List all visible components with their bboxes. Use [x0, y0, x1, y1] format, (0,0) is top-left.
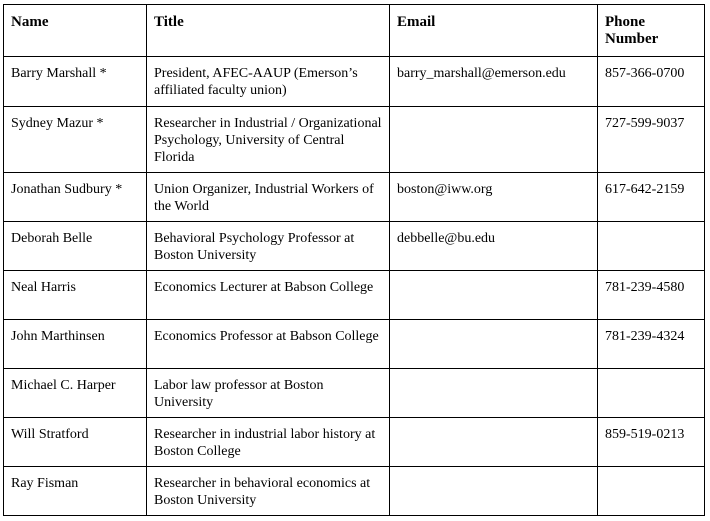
header-row [4, 5, 705, 57]
cell-name: John Marthinsen [4, 320, 147, 369]
cell-email: boston@iww.org [390, 173, 598, 222]
header-email: Email [390, 5, 598, 57]
cell-title: Labor law professor at Boston University [147, 369, 390, 418]
cell-name: Barry Marshall * [4, 57, 147, 107]
cell-name: Will Stratford [4, 418, 147, 467]
cell-title: Union Organizer, Industrial Workers of the World [147, 173, 390, 222]
cell-title: Economics Professor at Babson College [147, 320, 390, 369]
cell-email [390, 418, 598, 467]
cell-name: Deborah Belle [4, 222, 147, 271]
cell-phone: 857-366-0700 [598, 57, 705, 107]
cell-phone [598, 369, 705, 418]
cell-email: debbelle@bu.edu [390, 222, 598, 271]
table-row [4, 107, 705, 173]
cell-title: President, AFEC-AAUP (Emerson’s affiliated faculty union) [147, 57, 390, 107]
cell-email [390, 369, 598, 418]
cell-email [390, 320, 598, 369]
contacts-table [3, 4, 705, 516]
cell-name: Ray Fisman [4, 467, 147, 516]
table-row [4, 369, 705, 418]
cell-title: Researcher in industrial labor history at Boston College [147, 418, 390, 467]
table-row [4, 418, 705, 467]
table-row [4, 222, 705, 271]
cell-title: Researcher in Industrial / Organizational Psychology, University of Central Florida [147, 107, 390, 173]
cell-phone: 781-239-4324 [598, 320, 705, 369]
cell-phone: 727-599-9037 [598, 107, 705, 173]
table-row [4, 320, 705, 369]
header-title: Title [147, 5, 390, 57]
table-row [4, 467, 705, 516]
cell-phone: 617-642-2159 [598, 173, 705, 222]
cell-phone [598, 222, 705, 271]
cell-email [390, 467, 598, 516]
cell-title: Researcher in behavioral economics at Boston University [147, 467, 390, 516]
table-row [4, 57, 705, 107]
header-name: Name [4, 5, 147, 57]
cell-email [390, 107, 598, 173]
cell-name: Michael C. Harper [4, 369, 147, 418]
cell-name: Jonathan Sudbury * [4, 173, 147, 222]
header-phone: Phone Number [598, 5, 705, 57]
cell-phone [598, 467, 705, 516]
table-row [4, 173, 705, 222]
cell-email [390, 271, 598, 320]
cell-phone: 781-239-4580 [598, 271, 705, 320]
cell-name: Neal Harris [4, 271, 147, 320]
cell-phone: 859-519-0213 [598, 418, 705, 467]
cell-title: Economics Lecturer at Babson College [147, 271, 390, 320]
cell-title: Behavioral Psychology Professor at Boston University [147, 222, 390, 271]
cell-name: Sydney Mazur * [4, 107, 147, 173]
table-row [4, 271, 705, 320]
cell-email: barry_marshall@emerson.edu [390, 57, 598, 107]
